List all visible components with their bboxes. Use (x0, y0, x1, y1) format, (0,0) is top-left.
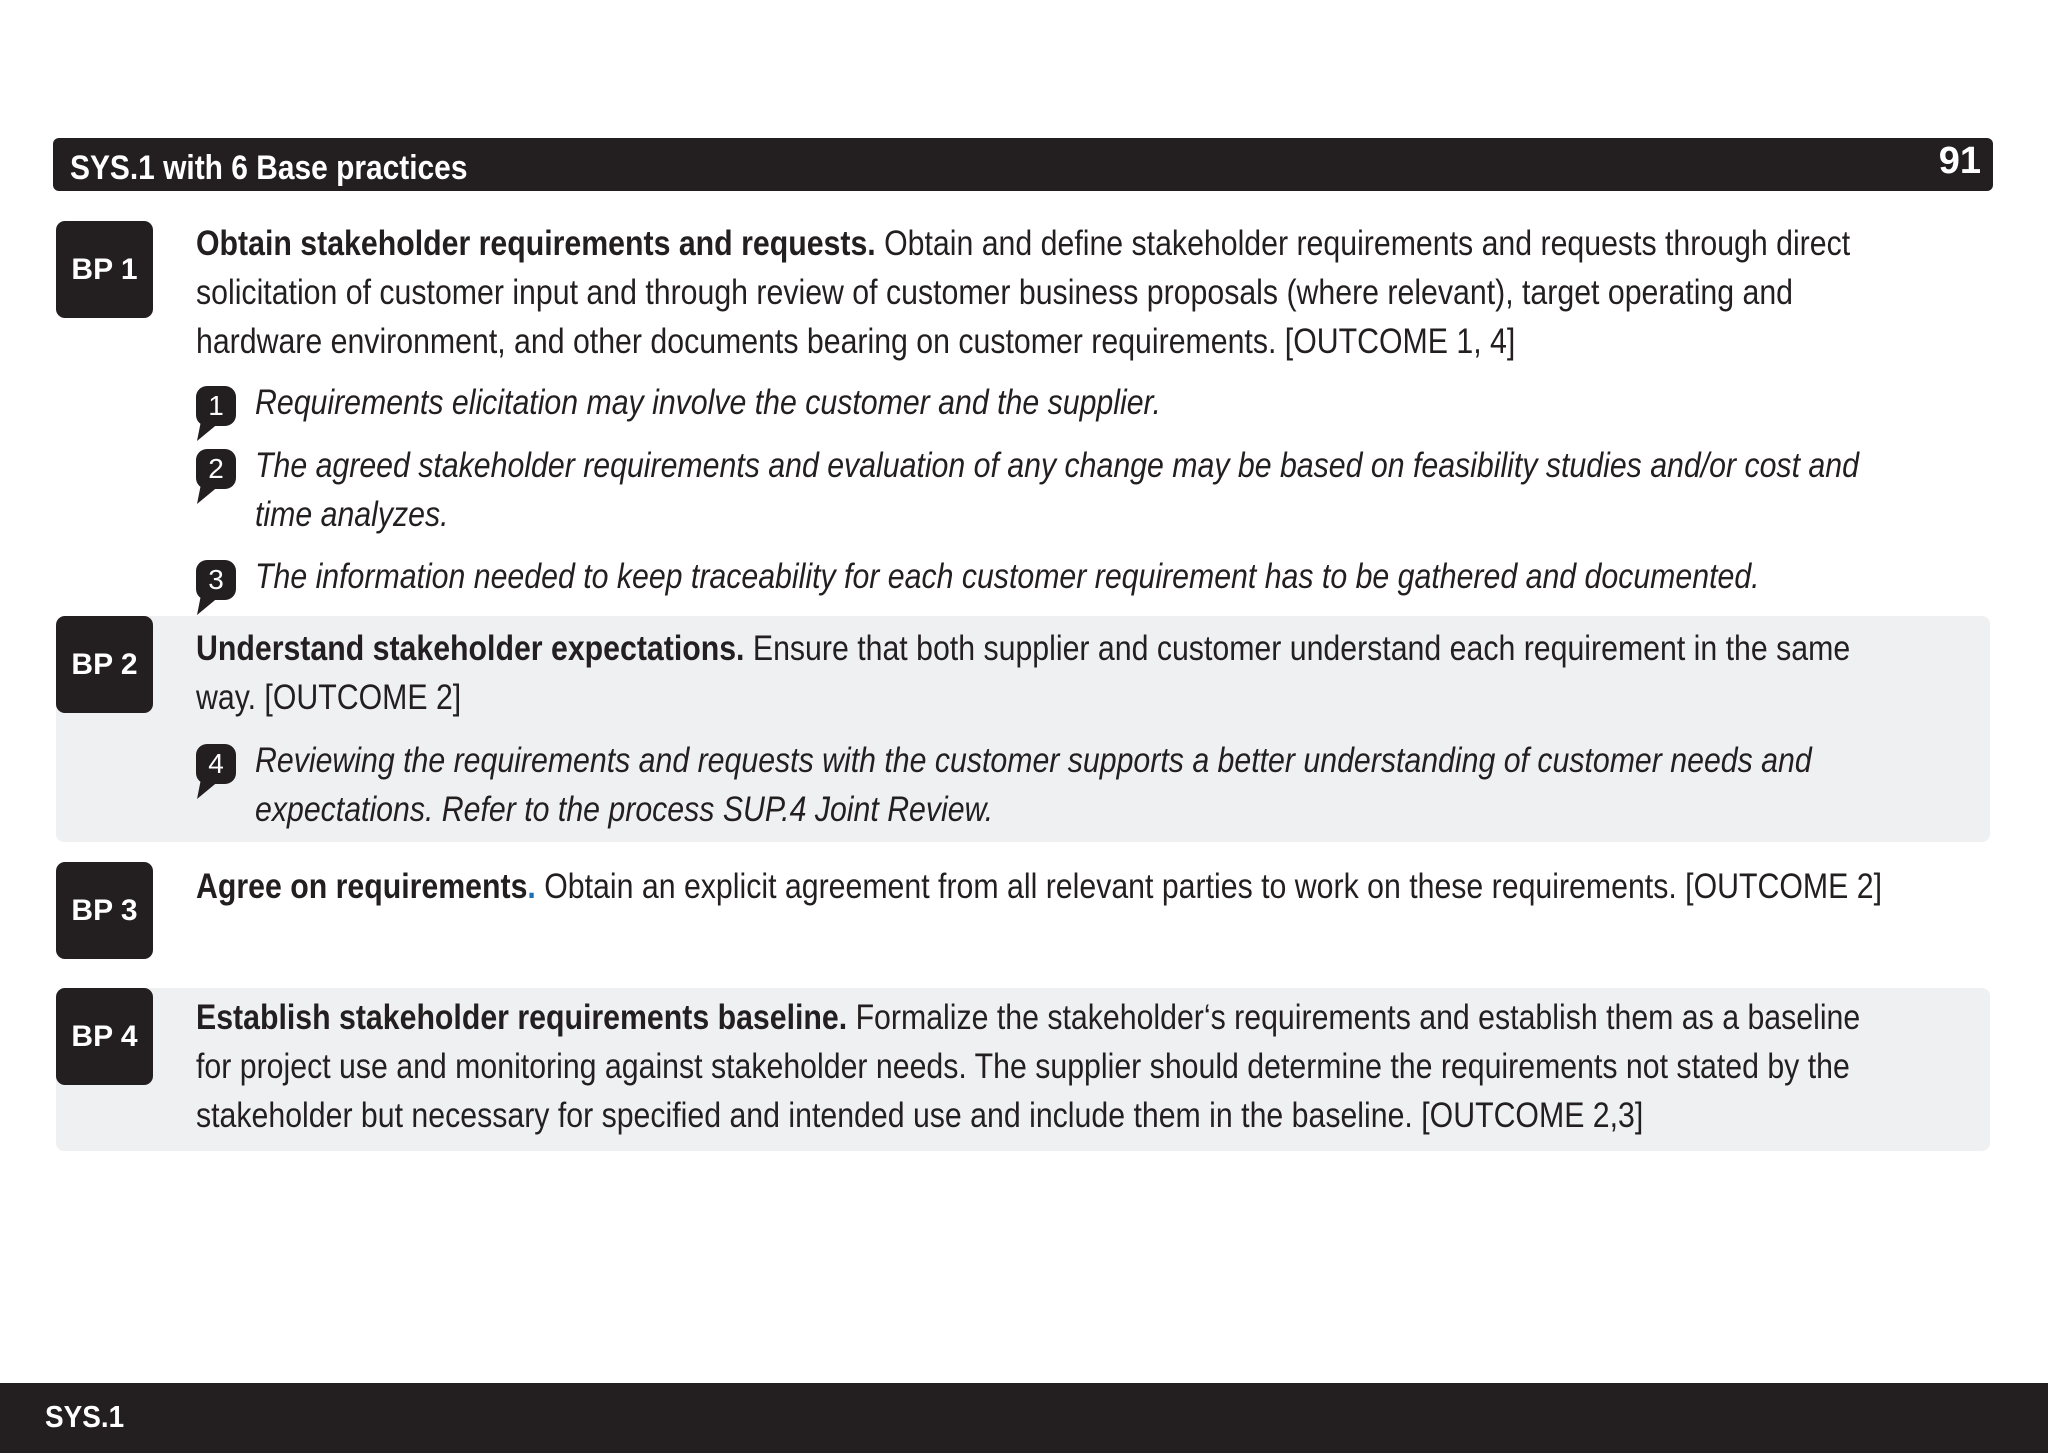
note-number: 4 (208, 748, 224, 779)
note-number: 2 (208, 453, 224, 484)
base-practice-bp2 (56, 616, 1990, 842)
bp-title: Obtain stakeholder requirements and requests. (196, 224, 876, 263)
bp-text-line: solicitation of customer input and through review of customer business proposals (where relevant), target operating and (196, 273, 1794, 312)
bp-description (196, 993, 1861, 1140)
base-practice-bp3 (56, 862, 1990, 962)
bp-description (196, 624, 1851, 722)
bp-text-line: for project use and monitoring against stakeholder needs. The supplier should determine the requirements not stated by the (196, 1047, 1850, 1086)
bp-text-line: stakeholder but necessary for specified and intended use and include them in the baseline. [OUTCOME 2,3] (196, 1096, 1644, 1135)
speech-bubble-icon (196, 449, 240, 507)
note-text-line: Reviewing the requirements and requests with the customer supports a better understanding of customer needs and (255, 741, 1812, 780)
bp-badge: BP 4 (56, 988, 153, 1085)
note-4 (196, 736, 1986, 834)
bp-line (196, 624, 1851, 673)
note-text-line: expectations. Refer to the process SUP.4 Joint Review. (255, 790, 994, 829)
bp-line (196, 219, 1851, 268)
bp-text-line: Obtain and define stakeholder requirements and requests through direct (875, 224, 1851, 263)
note-number: 1 (208, 390, 224, 421)
bp-badge: BP 2 (56, 616, 153, 713)
base-practice-bp4 (56, 988, 1990, 1151)
note-text (255, 736, 1812, 834)
note-1 (196, 378, 1986, 428)
footer-bar (0, 1383, 2048, 1453)
note-2 (196, 441, 1986, 539)
bp-line (196, 993, 1861, 1042)
note-text: The information needed to keep traceability for each customer requirement has to be gathered and documented. (255, 557, 1760, 596)
speech-bubble-icon (196, 386, 240, 444)
bp-text-line: way. [OUTCOME 2] (196, 678, 462, 717)
page-number: 91 (1938, 140, 1981, 182)
bp-title: Establish stakeholder requirements baseline. (196, 998, 848, 1037)
bp-badge: BP 1 (56, 221, 153, 318)
bp-text-line: Formalize the stakeholder‘s requirements and establish them as a baseline (847, 998, 1861, 1037)
bp-line (196, 862, 1882, 911)
bp-text-line: hardware environment, and other documents bearing on customer requirements. [OUTCOME 1, 4] (196, 322, 1516, 361)
base-practice-bp1 (56, 219, 1990, 614)
bp-description (196, 862, 1882, 911)
speech-bubble-icon (196, 560, 240, 618)
note-text (255, 441, 1859, 539)
bp-badge: BP 3 (56, 862, 153, 959)
bp-title: Agree on requirements (196, 867, 528, 906)
note-text: Requirements elicitation may involve the customer and the supplier. (255, 383, 1161, 422)
note-text-line: The agreed stakeholder requirements and evaluation of any change may be based on feasibility studies and/or cost and (255, 446, 1859, 485)
page-title: SYS.1 with 6 Base practices (70, 149, 468, 187)
note-number: 3 (208, 564, 224, 595)
bp-text-line: Ensure that both supplier and customer understand each requirement in the same (744, 629, 1851, 668)
footer-label: SYS.1 (45, 1399, 125, 1434)
bp-text-line: Obtain an explicit agreement from all relevant parties to work on these requirements. [OUTCOME 2] (535, 867, 1882, 906)
note-text-line: time analyzes. (255, 495, 449, 534)
note-3 (196, 552, 1986, 602)
speech-bubble-icon (196, 744, 240, 802)
bp-title-period: . (527, 867, 536, 906)
bp-description (196, 219, 1851, 366)
bp-title: Understand stakeholder expectations. (196, 629, 745, 668)
header-bar (53, 138, 1993, 191)
